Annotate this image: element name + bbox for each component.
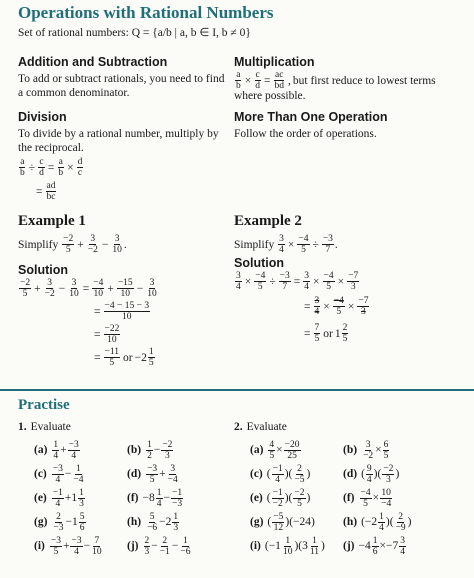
example2-heading: Example 2 [234, 213, 302, 229]
practise-heading: Practise [18, 397, 70, 413]
q1-item-b: (b) $\frac{1}{2}$ − $\frac{-2}{3}$ [127, 439, 173, 461]
example1-heading: Example 1 [18, 213, 86, 229]
q2-item-d: (d) ( $\frac{9}{4}$ )( $\frac{-2}{3}$ ) [343, 463, 400, 485]
example1-step-3: = $\frac{-22}{10}$ [94, 324, 120, 345]
example1-step-1: $\frac{-2}{5}$ + $\frac{3}{-2}$ − $\frac{3}{10}$ = $\frac{-4}{10}$ + $\frac{-15}{10}$ − $\frac{3}{10}$ [20, 278, 157, 299]
example2-simplify: Simplify [234, 238, 275, 251]
q1-item-e: (e) $\frac{-1}{4}$ + 1 $\frac{1}{3}$ [34, 487, 84, 509]
example2-solution-heading: Solution [234, 256, 284, 270]
q1-label: Evaluate [30, 421, 71, 433]
example1-problem: Simplify $\frac{-2}{5}$ + $\frac{3}{-2}$ − $\frac{3}{10}$ . [18, 234, 127, 255]
q1-item-g: (g) $\frac{2}{-3}$ − 1 $\frac{5}{6}$ [34, 511, 85, 533]
q1-item-f: (f) −8 $\frac{1}{4}$ − $\frac{-1}{-3}$ [127, 487, 183, 509]
q2-number: 2. [234, 421, 243, 433]
q2-item-c: (c) ( $\frac{-1}{4}$ )( $\frac{2}{-5}$ ) [250, 463, 311, 485]
q2-item-g: (g) ( $\frac{-5}{12}$ )(−24) [250, 511, 315, 533]
mult-heading: Multiplication [234, 55, 315, 69]
q1-item-c: (c) $\frac{-3}{4}$ − $\frac{1}{-4}$ [34, 463, 84, 485]
q1-item-h: (h) $\frac{5}{-6}$ − 2 $\frac{1}{3}$ [127, 511, 179, 533]
example2-step-1: $\frac{3}{4}$ × $\frac{-4}{5}$ ÷ $\frac{-3}{7}$ = $\frac{3}{4}$ × $\frac{-4}{5}$ × $\frac{-7}{3}$ [236, 271, 359, 292]
example1-or: or [123, 351, 133, 364]
set-definition: Set of rational numbers: Q = {a/b | a, b ∈ I, b ≠ 0} [18, 27, 251, 39]
q1-item-j: (j) $\frac{2}{3}$ − $\frac{2}{-1}$ − $\frac{1}{-6}$ [127, 535, 191, 557]
mult-text-1: but first reduce to lowest terms [292, 74, 436, 87]
q2-item-f: (f) $\frac{-4}{5}$ × $\frac{10}{-4}$ [343, 487, 392, 509]
page-title: Operations with Rational Numbers [18, 3, 274, 22]
section-divider [0, 389, 474, 391]
q1-item-i: (i) $\frac{-3}{5}$ + $\frac{-3}{4}$ − $\frac{7}{10}$ [34, 535, 102, 557]
mult-formula: $\frac{a}{b}$ × $\frac{c}{d}$ = $\frac{ac}{bd}$ , but first reduce to lowest terms [236, 70, 436, 91]
q2-item-b: (b) $\frac{3}{-2}$ × $\frac{6}{5}$ [343, 439, 389, 461]
div-formula: $\frac{a}{b}$ ÷ $\frac{c}{d}$ = $\frac{a}{b}$ × $\frac{d}{c}$ [20, 157, 83, 178]
example1-step-2: = $\frac{-4 - 15 - 3}{10}$ [94, 301, 150, 322]
add-sub-heading: Addition and Subtraction [18, 55, 168, 69]
q2-label: Evaluate [246, 421, 287, 433]
add-sub-text-2: a common denominator. [18, 87, 130, 99]
q1-number: 1. [18, 421, 27, 433]
example2-or: or [323, 327, 333, 340]
q1-item-d: (d) $\frac{-3}{5}$ + $\frac{3}{-4}$ [127, 463, 178, 485]
q2-item-i: (i) (−1 $\frac{1}{10}$ )(3 $\frac{1}{11}$ ) [250, 535, 325, 557]
q1-header [18, 421, 71, 433]
more-heading: More Than One Operation [234, 110, 388, 124]
example2-problem: Simplify $\frac{3}{4}$ × $\frac{-4}{5}$ ÷ $\frac{-3}{7}$ . [234, 234, 338, 255]
example2-step-2: = $\frac{3}{4}$ × $\frac{-4}{5}$ × $\frac{-7}{3}$ [304, 296, 369, 317]
mult-text-2: where possible. [234, 90, 306, 102]
div-text-1: To divide by a rational number, multiply by [18, 128, 219, 140]
div-text-2: the reciprocal. [18, 142, 84, 154]
example2-step-3: = $\frac{7}{5}$ or 1 $\frac{2}{5}$ [304, 323, 348, 344]
example1-solution-heading: Solution [18, 263, 68, 277]
add-sub-text-1: To add or subtract rationals, you need to find [18, 73, 225, 85]
more-text-1: Follow the order of operations. [234, 128, 377, 140]
example1-step-4: = $\frac{-11}{5}$ or −2 $\frac{1}{5}$ [94, 347, 154, 368]
example1-simplify: Simplify [18, 238, 59, 251]
q2-item-h: (h) (−2 $\frac{1}{4}$ )( $\frac{2}{-9}$ ) [343, 511, 412, 533]
q1-item-a: (a) $\frac{1}{4}$ + $\frac{-3}{4}$ [34, 439, 79, 461]
q2-item-a: (a) $\frac{4}{5}$ × $\frac{-20}{25}$ [250, 439, 300, 461]
div-formula-result: = $\frac{ad}{bc}$ [36, 181, 56, 202]
div-heading: Division [18, 110, 67, 124]
q2-header [234, 421, 287, 433]
q2-item-e: (e) ( $\frac{-1}{-2}$ )( $\frac{-2}{5}$ ) [250, 487, 311, 509]
q2-item-j: (j) −4 $\frac{1}{6}$ × −7 $\frac{3}{4}$ [343, 535, 405, 557]
